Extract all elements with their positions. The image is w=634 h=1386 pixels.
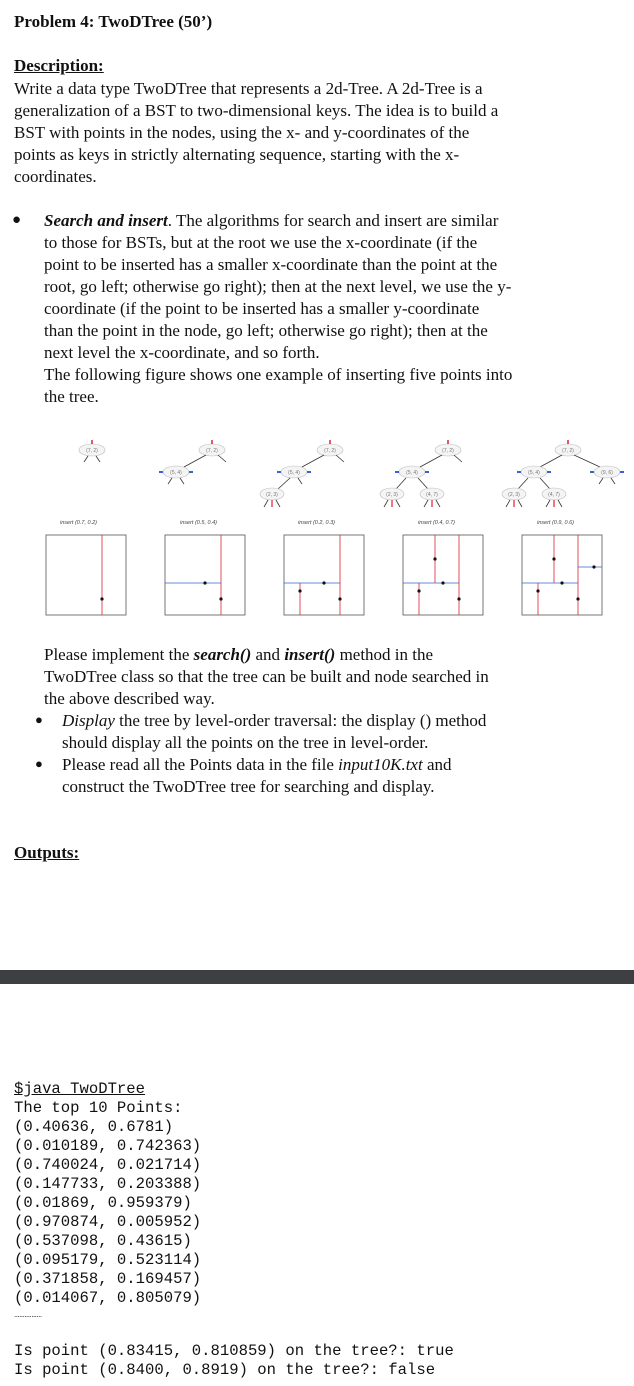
implement-text: Please implement the [44, 645, 194, 664]
description-paragraph [14, 78, 498, 188]
node-label: (2, 3) [266, 492, 278, 498]
node-label: (4, 7) [548, 492, 560, 498]
read-file-text: and [422, 755, 452, 774]
figure-caption: insert (0.7, 0.2) [60, 520, 97, 526]
read-file-text: Please read all the Points data in the file [62, 755, 339, 774]
node-label: (7, 2) [324, 448, 336, 454]
display-bullet [62, 710, 486, 754]
read-file-line: construct the TwoDTree tree for searching and display. [62, 777, 435, 796]
console-ellipsis: ................ [14, 1310, 42, 1319]
implement-line: TwoDTree class so that the tree can be built and node searched in [44, 667, 489, 686]
tree-panel-2 [159, 440, 226, 484]
node-label: (5, 4) [406, 470, 418, 476]
search-insert-line: The following figure shows one example of inserting five points into [44, 365, 513, 384]
search-insert-line: . The algorithms for search and insert are similar [167, 211, 499, 230]
figure-caption: insert (0.9, 0.6) [537, 520, 574, 526]
node-label: (5, 4) [528, 470, 540, 476]
bullet-dot: ● [35, 712, 43, 727]
plane-panel-5 [522, 535, 602, 615]
figure-caption: insert (0.5, 0.4) [180, 520, 217, 526]
search-insert-line: to those for BSTs, but at the root we use the x-coordinate (if the [44, 233, 478, 252]
console-point: (0.095179, 0.523114) [14, 1251, 202, 1269]
description-line: coordinates. [14, 167, 97, 186]
bullet-dot: ● [12, 212, 22, 228]
console-queries [14, 1342, 454, 1380]
node-label: (5, 4) [170, 470, 182, 476]
implement-paragraph [44, 644, 489, 710]
figure-caption: insert (0.4, 0.7) [418, 520, 455, 526]
implement-text: method in the [335, 645, 434, 664]
node-label: (7, 2) [86, 448, 98, 454]
description-line: BST with points in the nodes, using the x- and y-coordinates of the [14, 123, 470, 142]
description-heading: Description: [14, 56, 104, 75]
console-query: Is point (0.8400, 0.8919) on the tree?: false [14, 1361, 436, 1379]
console-point: (0.537098, 0.43615) [14, 1232, 192, 1250]
plane-panel-4 [403, 535, 483, 615]
console-point: (0.740024, 0.021714) [14, 1156, 202, 1174]
figure-caption: insert (0.2, 0.3) [298, 520, 335, 526]
search-insert-line: next level the x-coordinate, and so forth. [44, 343, 320, 362]
node-label: (4, 7) [426, 492, 438, 498]
console-header: The top 10 Points: [14, 1099, 183, 1117]
description-line: points as keys in strictly alternating sequence, starting with the x- [14, 145, 460, 164]
console-point: (0.01869, 0.959379) [14, 1194, 192, 1212]
implement-line: the above described way. [44, 689, 215, 708]
console-point: (0.147733, 0.203388) [14, 1175, 202, 1193]
description-line: Write a data type TwoDTree that represents a 2d-Tree. A 2d-Tree is a [14, 79, 483, 98]
implement-text: and [251, 645, 285, 664]
display-label: Display [62, 711, 115, 730]
insertion-figure-svg [40, 432, 634, 622]
node-label: (7, 2) [206, 448, 218, 454]
node-label: (2, 3) [508, 492, 520, 498]
search-insert-line: point to be inserted has a smaller x-coordinate than the point at the [44, 255, 498, 274]
plane-panel-3 [284, 535, 364, 615]
insert-method-label: insert() [284, 645, 336, 664]
read-file-bullet [62, 754, 452, 798]
console-point: (0.40636, 0.6781) [14, 1118, 174, 1136]
input-filename: input10K.txt [338, 755, 423, 774]
console-point: (0.371858, 0.169457) [14, 1270, 202, 1288]
node-label: (5, 4) [288, 470, 300, 476]
search-insert-line: the tree. [44, 387, 99, 406]
display-line: should display all the points on the tree in level-order. [62, 733, 429, 752]
console-point: (0.970874, 0.005952) [14, 1213, 202, 1231]
search-insert-line: coordinate (if the point to be inserted has a smaller y-coordinate [44, 299, 480, 318]
node-label: (9, 6) [601, 470, 613, 476]
description-line: generalization of a BST to two-dimensional keys. The idea is to build a [14, 101, 499, 120]
console-point: (0.014067, 0.805079) [14, 1289, 202, 1307]
console-query: Is point (0.83415, 0.810859) on the tree?: true [14, 1342, 454, 1360]
insertion-figure [40, 432, 634, 622]
tree-panel-5 [502, 440, 624, 507]
plane-panel-1 [46, 535, 126, 615]
tree-panel-3 [260, 440, 344, 507]
search-insert-line: than the point in the node, go left; otherwise go right); then at the [44, 321, 488, 340]
node-label: (7, 2) [442, 448, 454, 454]
bullet-dot: ● [35, 756, 43, 771]
console-point: (0.010189, 0.742363) [14, 1137, 202, 1155]
tree-panel-4 [380, 440, 462, 507]
section-divider [0, 970, 634, 984]
search-method-label: search() [193, 645, 252, 664]
display-text: the tree by level-order traversal: the display () method [114, 711, 487, 730]
node-label: (7, 2) [562, 448, 574, 454]
plane-panel-2 [165, 535, 245, 615]
search-insert-line: root, go left; otherwise go right); then at the next level, we use the y- [44, 277, 512, 296]
console-output [14, 1080, 201, 1308]
outputs-heading: Outputs: [14, 843, 80, 862]
node-label: (2, 3) [386, 492, 398, 498]
problem-title: Problem 4: TwoDTree (50’) [14, 12, 213, 31]
search-insert-paragraph [44, 210, 512, 408]
tree-panel-1 [79, 440, 105, 462]
search-insert-label: Search and insert [44, 211, 168, 230]
console-command: $java TwoDTree [14, 1080, 146, 1098]
